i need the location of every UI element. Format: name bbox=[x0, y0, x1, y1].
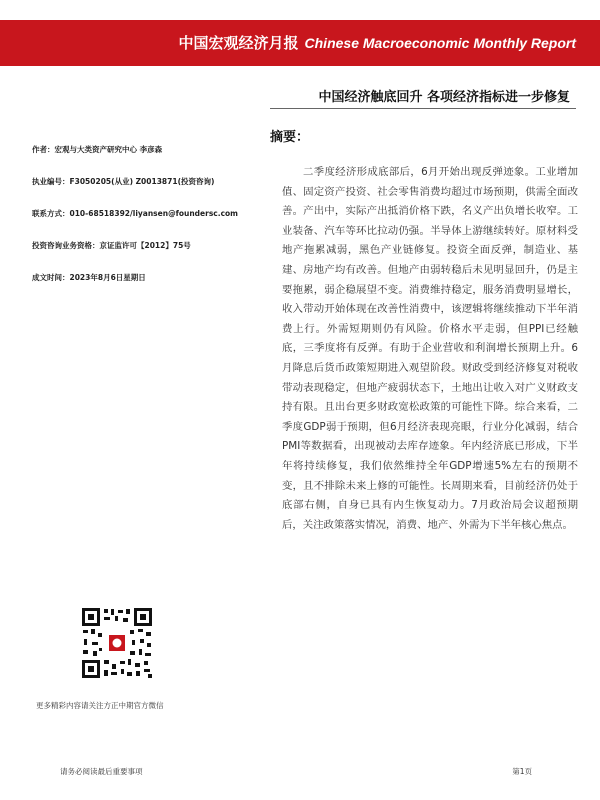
qr-code-icon bbox=[80, 606, 154, 680]
date-line: 成文时间：2023年8月6日星期日 bbox=[32, 273, 146, 282]
header-title bbox=[179, 20, 577, 66]
header-cn-title: 中国宏观经济月报 bbox=[178, 34, 299, 52]
footer-disclaimer: 请务必阅读最后重要事项 bbox=[60, 767, 143, 776]
qualification-line: 投资咨询业务资格：京证监许可【2012】75号 bbox=[32, 241, 191, 250]
author-info bbox=[32, 144, 262, 304]
summary-heading: 摘要： bbox=[270, 130, 310, 145]
qr-caption: 更多精彩内容请关注方正中期官方微信 bbox=[36, 701, 164, 710]
summary-body: 二季度经济形成底部后，6月开始出现反弹迹象。工业增加值、固定资产投资、社会零售消费均超过市场预期，供需全面改善。产出中，实际产出抵消价格下跌，名义产出负增长收窄。工业装备、汽车等环比拉动仍强。半导体上游继续转好。原材料受地产拖累减弱，黑色产业链修复。投资全面反弹，制造业、基建、房地产均有改善。但地产由弱转稳后未见明显回升，仍是主要拖累，弱企稳展望不变。消费维持稳定，服务消费明显增长，收入带动开始体现在改善性消费中，该逻辑将继续推动下半年消费上行。外需短期则仍有风险。价格水平走弱，但PPI已经触底，三季度将有反弹。有助于企业营收和利润增长预期上升。6月降息后货币政策短期进入观望阶段。财政受到经济修复对税收带动表现稳定，但地产疲弱状态下，土地出让收入对广义财政支持有限。且出台更多财政宽松政策的可能性下降。综合来看，二季度GDP弱于预期，但6月经济表现亮眼，行业分化减弱，结合PMI等数据看，出现被动去库存迹象。年内经济底已形成，下半年将持续修复，我们依然维持全年GDP增速5%左右的预期不变，且不排除未来上修的可能性。长周期来看，目前经济仍处于底部右侧，自身已具有内生恢复动力。7月政治局会议超预期后，关注政策落实情况，消费、地产、外需为下半年核心焦点。 bbox=[282, 166, 578, 531]
title-divider bbox=[270, 108, 576, 109]
qr-code-image bbox=[80, 606, 154, 680]
author-line: 作者：宏观与大类资产研究中心 李彦森 bbox=[32, 145, 163, 154]
header-en-title: Chinese Macroeconomic Monthly Report bbox=[304, 35, 576, 51]
license-line: 执业编号：F3050205(从业) Z0013871(投资咨询) bbox=[32, 177, 215, 186]
header-banner bbox=[0, 20, 600, 66]
report-title: 中国经济触底回升 各项经济指标进一步修复 bbox=[318, 90, 570, 105]
footer-page-number: 第1页 bbox=[512, 767, 532, 776]
contact-line: 联系方式：010-68518392/liyansen@foundersc.com bbox=[32, 209, 238, 218]
